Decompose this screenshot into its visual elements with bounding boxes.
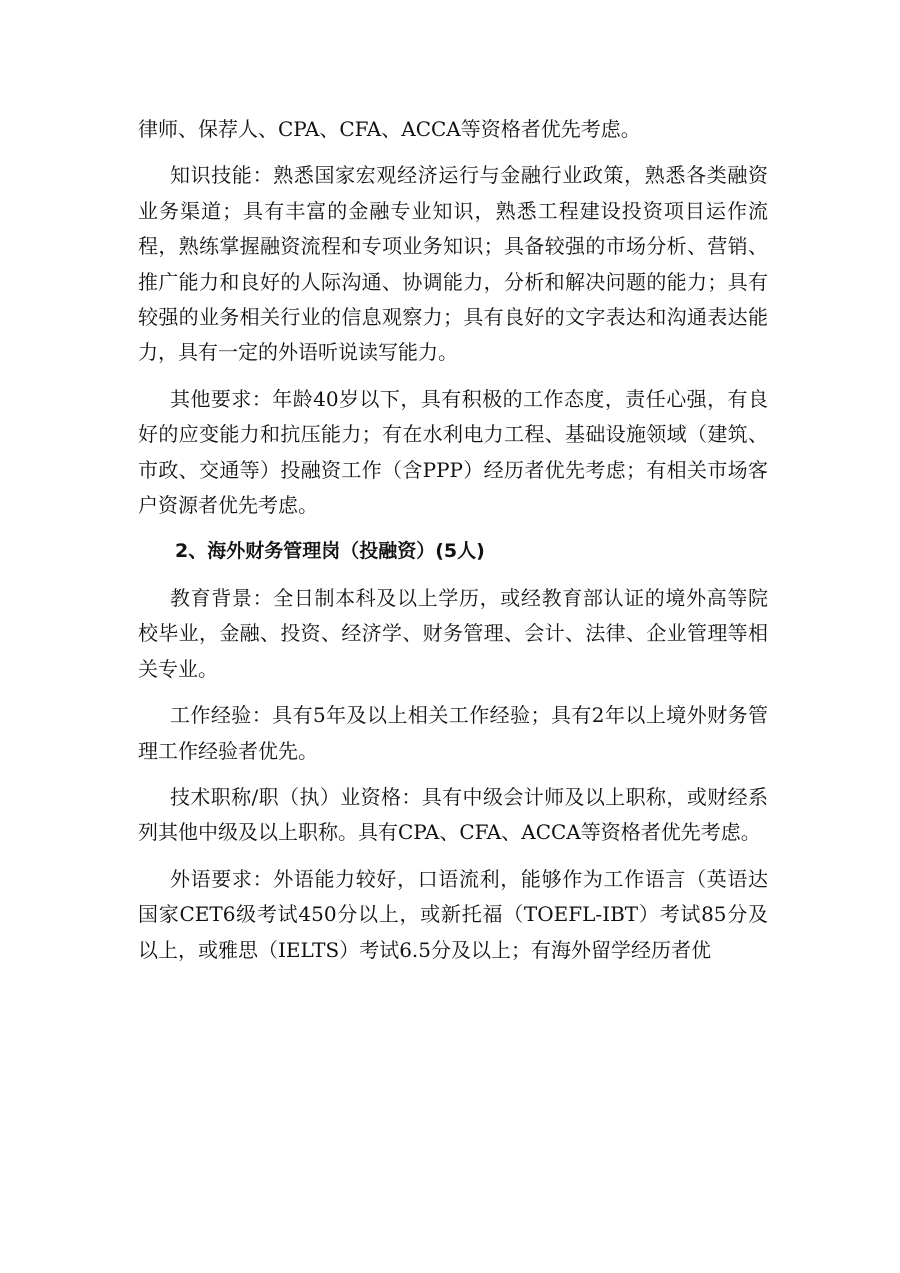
paragraph-other-requirements: 其他要求：年龄40岁以下，具有积极的工作态度，责任心强，有良好的应变能力和抗压能力；有在水利电力工程、基础设施领域（建筑、市政、交通等）投融资工作（含PPP）经历者优先考虑；有相关市场客户资源者优先考虑。 [138, 386, 768, 518]
paragraph-language-requirements: 外语要求：外语能力较好，口语流利，能够作为工作语言（英语达国家CET6级考试450分以上，或新托福（TOEFL-IBT）考试85分及以上，或雅思（IELTS）考试6.5分及以上；有海外留学经历者优 [138, 866, 768, 962]
paragraph-knowledge-skills: 知识技能：熟悉国家宏观经济运行与金融行业政策，熟悉各类融资业务渠道；具有丰富的金融专业知识，熟悉工程建设投资项目运作流程，熟练掌握融资流程和专项业务知识；具备较强的市场分析、营销、推广能力和良好的人际沟通、协调能力，分析和解决问题的能力；具有较强的业务相关行业的信息观察力；具有良好的文字表达和沟通表达能力，具有一定的外语听说读写能力。 [138, 163, 768, 365]
section-heading-overseas-finance: 2、海外财务管理岗（投融资）(5人) [175, 540, 485, 563]
paragraph-work-experience: 工作经验：具有5年及以上相关工作经验；具有2年以上境外财务管理工作经验者优先。 [138, 703, 768, 763]
paragraph-education-background: 教育背景：全日制本科及以上学历，或经教育部认证的境外高等院校毕业，金融、投资、经济学、财务管理、会计、法律、企业管理等相关专业。 [138, 585, 768, 681]
paragraph-professional-title: 技术职称/职（执）业资格：具有中级会计师及以上职称，或财经系列其他中级及以上职称。具有CPA、CFA、ACCA等资格者优先考虑。 [138, 784, 768, 845]
paragraph-qualification-continuation: 律师、保荐人、CPA、CFA、ACCA等资格者优先考虑。 [138, 117, 641, 141]
document-body [138, 112, 768, 979]
